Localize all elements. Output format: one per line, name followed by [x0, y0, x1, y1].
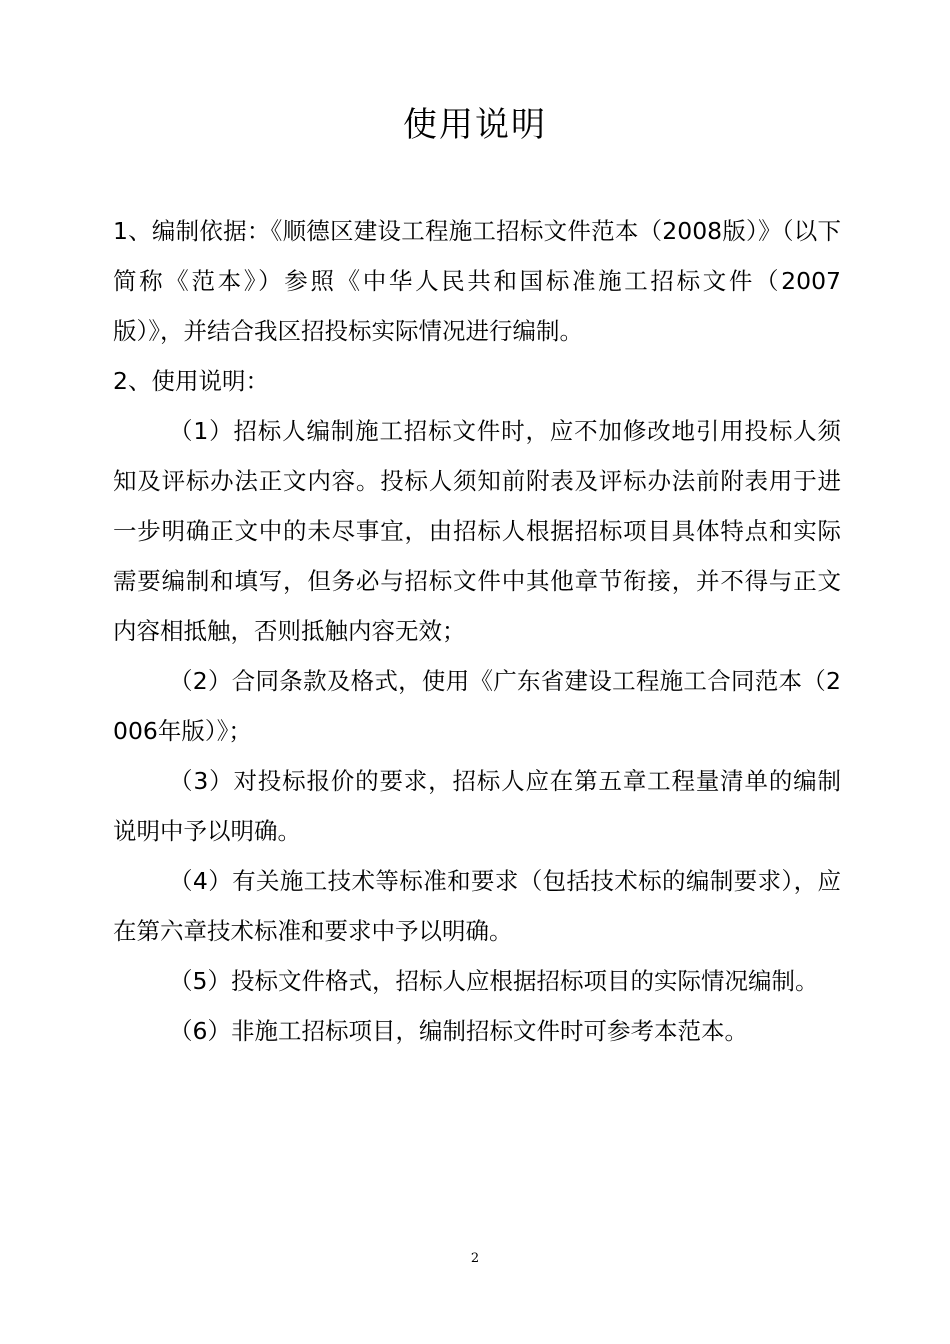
page-title: 使用说明: [403, 105, 547, 145]
paragraph-item-6: （6）非施工招标项目，编制招标文件时可参考本范本。: [169, 1017, 748, 1045]
paragraph-item-4: （4）有关施工技术等标准和要求（包括技术标的编制要求），应在第六章技术标准和要求中予以明确。: [113, 867, 841, 945]
page-number: 2: [470, 1251, 480, 1266]
paragraph-item-1: （1）招标人编制施工招标文件时，应不加修改地引用投标人须知及评标办法正文内容。投标人须知前附表及评标办法前附表用于进一步明确正文中的未尽事宜，由招标人根据招标项目具体特点和实际需要编制和填写，但务必与招标文件中其他章节衔接，并不得与正文内容相抵触，否则抵触内容无效；: [113, 417, 841, 645]
paragraph-item-5: （5）投标文件格式，招标人应根据招标项目的实际情况编制。: [169, 967, 819, 995]
document-body: [113, 206, 841, 1056]
paragraph-item-3: （3）对投标报价的要求，招标人应在第五章工程量清单的编制说明中予以明确。: [113, 767, 841, 845]
paragraph-usage-heading: 2、使用说明：: [113, 367, 269, 395]
paragraph-basis: 1、编制依据：《顺德区建设工程施工招标文件范本（2008版）》（以下简称《范本》）参照《中华人民共和国标准施工招标文件（2007版）》，并结合我区招投标实际情况进行编制。: [113, 217, 841, 345]
paragraph-item-2: （2）合同条款及格式，使用《广东省建设工程施工合同范本（2006年版）》；: [113, 667, 841, 745]
